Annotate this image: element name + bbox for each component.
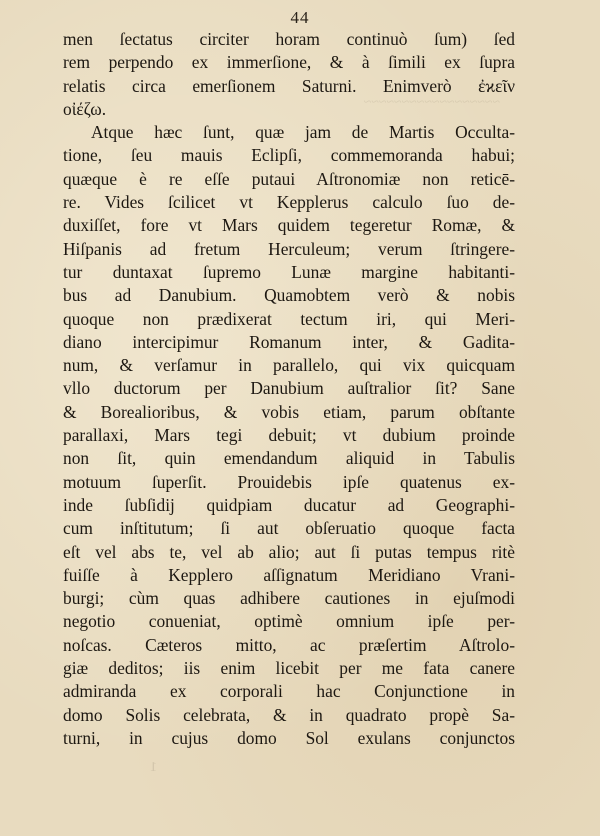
text-line: noſcas. Cæteros mitto, ac præſertim Aſtrolo-: [63, 634, 515, 655]
text-line: parallaxi, Mars tegi debuit; vt dubium proinde: [63, 425, 515, 446]
text-line: turni, in cujus domo Sol exulans conjunctos: [63, 727, 515, 748]
text-line: tur duntaxat ſupremo Lunæ margine habitanti-: [63, 261, 515, 282]
text-line: inde ſubſidij quidpiam ducatur ad Geographi-: [63, 494, 515, 515]
text-line: motuum ſuperſit. Prouidebis ipſe quatenus ex-: [63, 471, 515, 492]
text-line: re. Vides ſcilicet vt Kepplerus calculo ſuo de-: [63, 192, 515, 213]
body-text: [63, 28, 515, 750]
paragraph-start-line: Atque hæc ſunt, quæ jam de Martis Occulta-: [91, 122, 515, 143]
text-line: Hiſpanis ad fretum Herculeum; verum ſtringere-: [63, 238, 515, 259]
bleed-through-text: ~~~~~~~~~~~~~~~~~~: [363, 95, 500, 110]
text-line: burgi; cùm quas adhibere cautiones in ejuſmodi: [63, 588, 515, 609]
bleed-through-mark: 1: [150, 760, 157, 775]
text-line: quoque non prædixerat tectum iri, qui Meri-: [63, 308, 515, 329]
text-line: admiranda ex corporali hac Conjunctione in: [63, 681, 515, 702]
text-line: bus ad Danubium. Quamobtem verò & nobis: [63, 285, 515, 306]
text-line: domo Solis celebrata, & in quadrato propè Sa-: [63, 704, 515, 725]
text-line: duxiſſet, fore vt Mars quidem tegeretur Romæ, &: [63, 215, 515, 236]
text-line: negotio conueniat, optimè omnium ipſe per-: [63, 611, 515, 632]
text-line: rem perpendo ex immerſione, & à ſimili ex ſupra: [63, 52, 515, 73]
text-line: tione, ſeu mauis Eclipſi, commemoranda habui;: [63, 145, 515, 166]
text-line: relatis circa emerſionem Saturni. Enimverò ἐϰεῖν: [63, 75, 515, 96]
text-line: non ſit, quin emendandum aliquid in Tabulis: [63, 448, 515, 469]
page-number: 44: [290, 8, 310, 27]
text-line: cum inſtitutum; ſi aut obſeruatio quoque facta: [63, 518, 515, 539]
text-line: fuiſſe à Kepplero aſſignatum Meridiano Vrani-: [63, 564, 515, 585]
text-line: eſt vel abs te, vel ab alio; aut ſi putas tempus ritè: [63, 541, 515, 562]
text-line: vllo ductorum per Danubium auſtralior ſit? Sane: [63, 378, 515, 399]
text-line: & Borealioribus, & vobis etiam, parum obſtante: [63, 401, 515, 422]
text-line: num, & verſamur in parallelo, qui vix quicquam: [63, 355, 515, 376]
text-line: οἰέζω.: [63, 98, 107, 119]
text-line: men ſectatus circiter horam continuò ſum) ſed: [63, 29, 515, 49]
text-line: giæ deditos; iis enim licebit per me fata canere: [63, 658, 515, 679]
text-line: diano intercipimur Romanum inter, & Gadita-: [63, 331, 515, 352]
text-line: quæque è re eſſe putaui Aſtronomiæ non reticē-: [63, 168, 515, 189]
